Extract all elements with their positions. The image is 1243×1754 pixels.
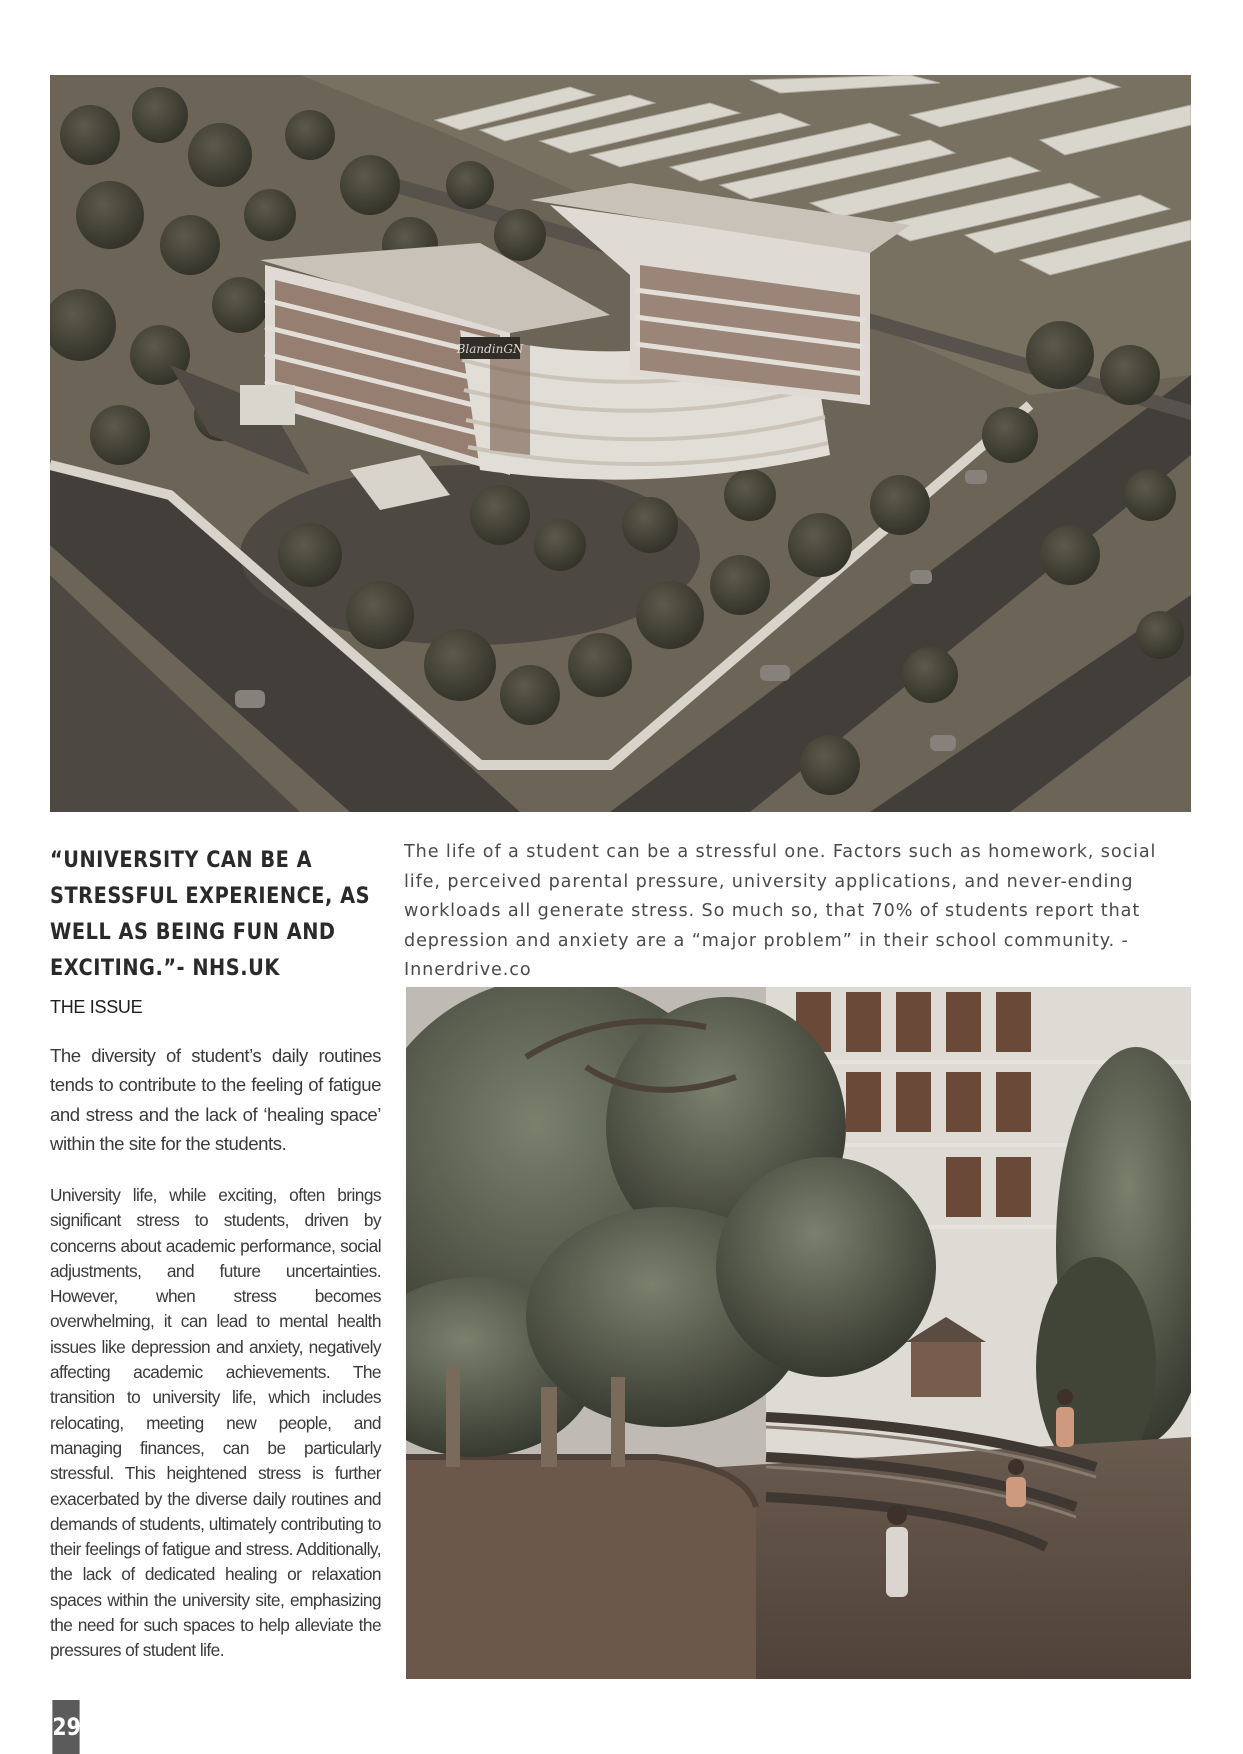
page-number: 29 — [52, 1700, 79, 1754]
courtyard-render — [406, 987, 1191, 1679]
issue-body-paragraph: University life, while exciting, often brings significant stress to students, driven by concerns about academic performance, social adjustments, and future uncertainties. However, when stress becomes overwhelming, it can lead to mental health issues like depression and anxiety, negatively affecting academic achievements. The transition to university life, which includes relocating, meeting new people, and managing finances, can be particularly stressful. This heightened stress is further exacerbated by the diverse daily routines and demands of students, ultimately contributing to their feelings of fatigue and stress. Additionally, the lack of dedicated healing or relaxation spaces within the university site, emphasizing the need for such spaces to help alleviate the pressures of student life. — [50, 1185, 381, 1661]
hero-aerial-render — [50, 75, 1191, 812]
issue-lead-paragraph: The diversity of student’s daily routines tends to contribute to the feeling of fatigue and stress and the lack of ‘healing space’ within the site for the students. — [50, 1045, 381, 1155]
svg-text:BlandinGN: BlandinGN — [456, 342, 524, 356]
courtyard-render-illustration — [406, 987, 1191, 1679]
section-heading: THE ISSUE — [50, 997, 143, 1017]
aerial-render-illustration — [50, 75, 1191, 812]
intro-paragraph: The life of a student can be a stressful one. Factors such as homework, social life, perceived parental pressure, university applications, and never-ending workloads all generate stress. So much so, that 70% of students report that depression and anxiety are a “major problem” in their school community. - Innerdrive.co — [404, 842, 1157, 980]
pull-quote: “UNIVERSITY CAN BE A STRESSFUL EXPERIENCE, AS WELL AS BEING FUN AND EXCITING.”- NHS.UK — [50, 847, 371, 981]
